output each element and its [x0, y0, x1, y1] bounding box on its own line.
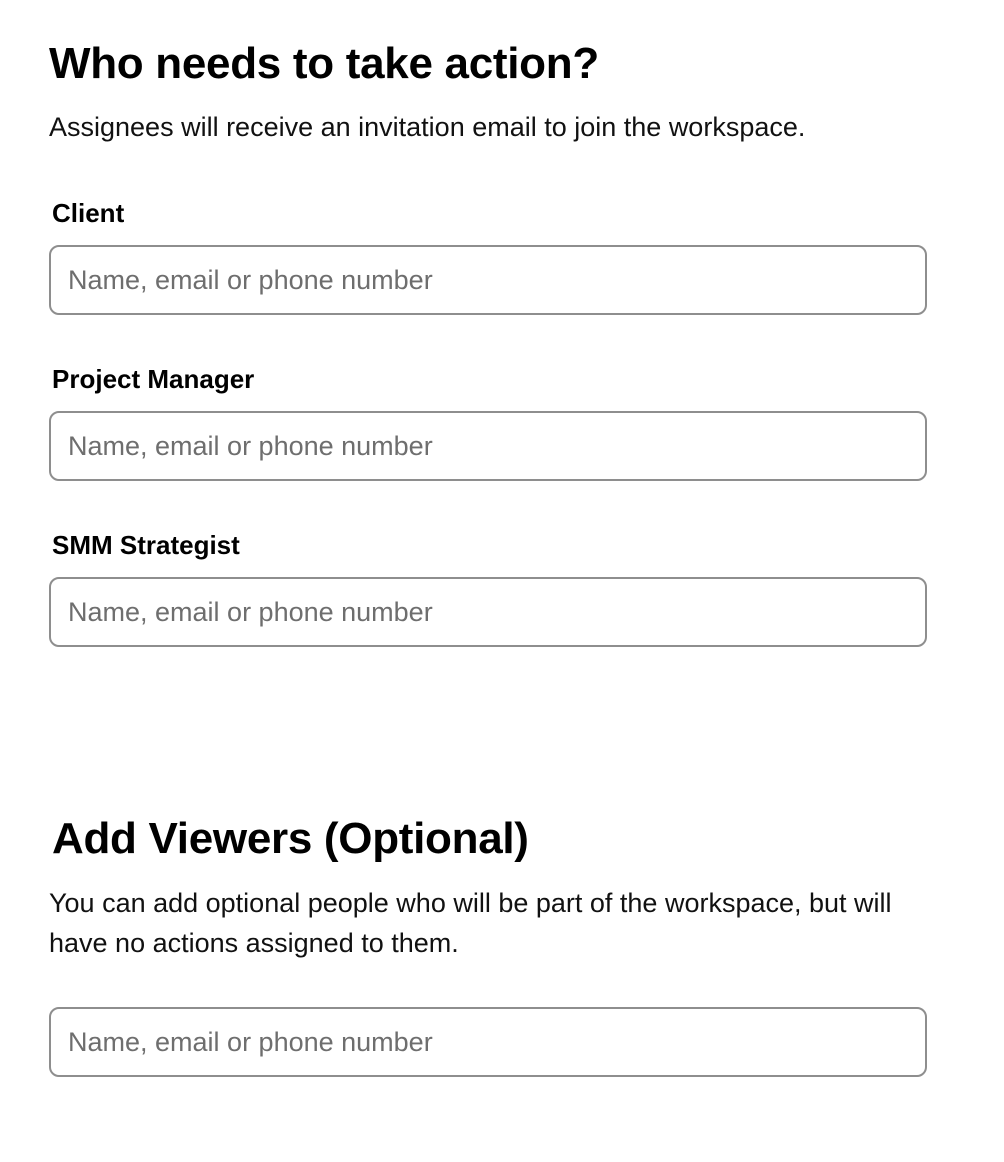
- viewers-input[interactable]: [49, 1007, 927, 1077]
- assignees-title: Who needs to take action?: [49, 39, 599, 88]
- project-manager-input[interactable]: [49, 411, 927, 481]
- viewers-title: Add Viewers (Optional): [52, 814, 529, 863]
- smm-strategist-input[interactable]: [49, 577, 927, 647]
- client-label: Client: [52, 198, 125, 228]
- project-manager-label: Project Manager: [52, 364, 255, 394]
- assignees-description: Assignees will receive an invitation email to join the workspace.: [49, 112, 806, 142]
- smm-strategist-label: SMM Strategist: [52, 530, 240, 560]
- client-input[interactable]: [49, 245, 927, 315]
- viewers-description: You can add optional people who will be part of the workspace, but will have no actions assigned to them.: [49, 888, 892, 958]
